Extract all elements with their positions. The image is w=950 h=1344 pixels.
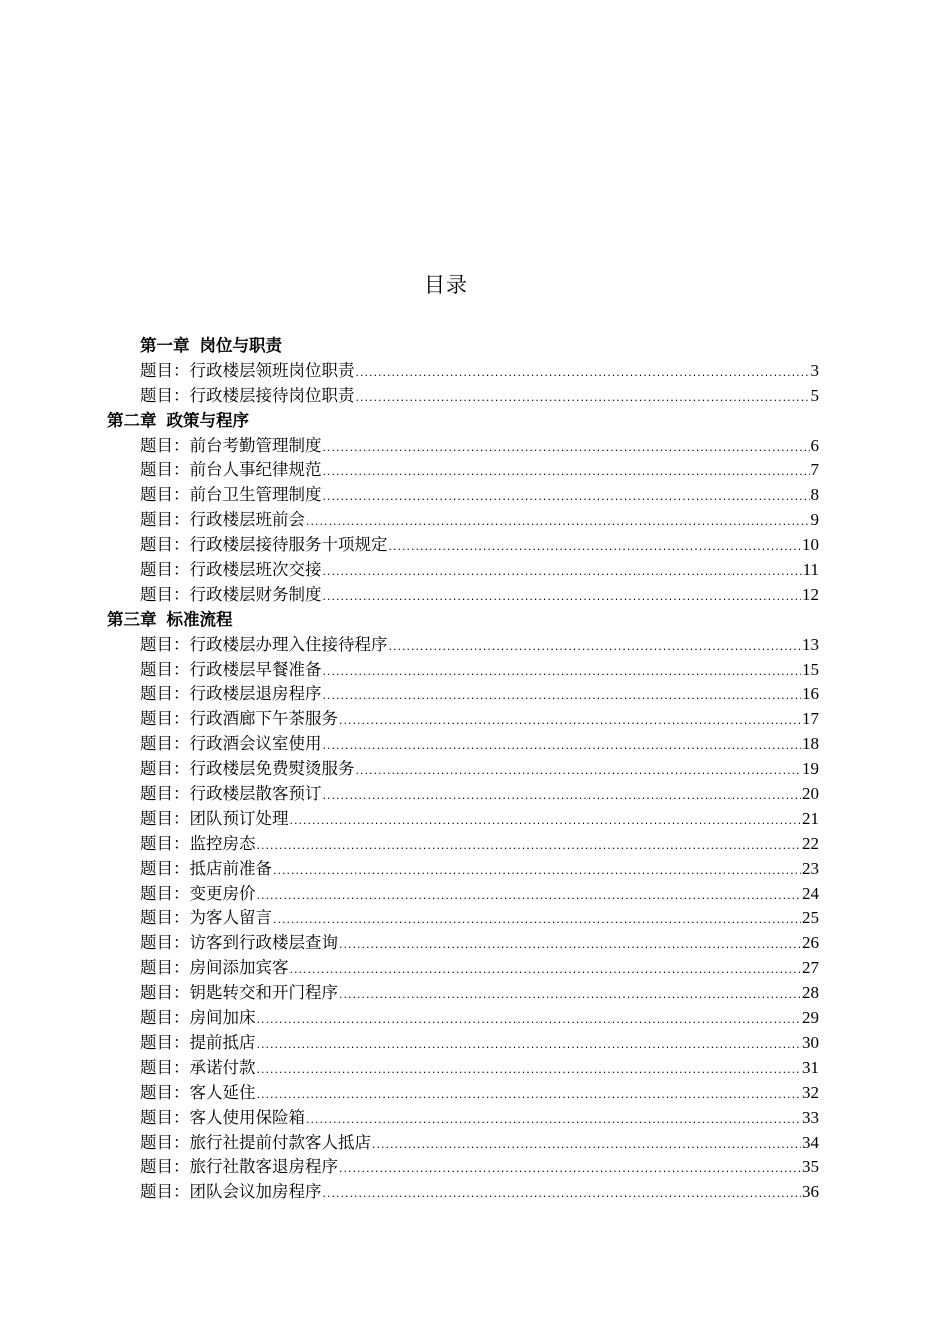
dot-leader	[290, 809, 802, 834]
dot-leader	[323, 1182, 802, 1207]
entry-separator: ：	[173, 485, 190, 505]
toc-entry[interactable]	[107, 508, 819, 533]
entry-title: 行政酒廊下午茶服务	[189, 709, 338, 729]
entry-separator: ：	[173, 385, 190, 405]
page-title: 目录	[424, 273, 468, 297]
entry-label: 题目	[140, 858, 173, 878]
dot-leader	[323, 436, 810, 461]
toc-entry[interactable]	[107, 384, 819, 409]
entry-label: 题目	[140, 385, 173, 405]
entry-label: 题目	[140, 1057, 173, 1077]
toc-entry[interactable]	[107, 882, 819, 907]
dot-leader	[339, 933, 801, 958]
dot-leader	[372, 1133, 801, 1158]
dot-leader	[389, 535, 802, 560]
dot-leader	[323, 585, 802, 610]
dot-leader	[323, 560, 802, 585]
table-of-contents	[107, 334, 819, 1205]
dot-leader	[356, 361, 810, 386]
toc-chapter-heading[interactable]	[107, 409, 819, 434]
entry-label: 题目	[140, 684, 173, 704]
entry-label: 题目	[140, 634, 173, 654]
entry-title: 团队预订处理	[189, 808, 289, 828]
entry-page-number: 3	[810, 360, 819, 380]
entry-title: 前台考勤管理制度	[189, 435, 322, 455]
entry-separator: ：	[173, 883, 190, 903]
toc-entry[interactable]	[107, 782, 819, 807]
chapter-number: 第二章	[107, 410, 157, 430]
entry-separator: ：	[173, 659, 190, 679]
entry-title: 行政酒会议室使用	[189, 734, 322, 754]
chapter-name: 岗位与职责	[199, 336, 282, 355]
entry-page-number: 30	[802, 1032, 819, 1052]
dot-leader	[339, 1157, 801, 1182]
toc-entry[interactable]	[107, 832, 819, 857]
entry-separator: ：	[173, 634, 190, 654]
toc-entry[interactable]	[107, 1031, 819, 1056]
entry-page-number: 8	[810, 485, 819, 505]
entry-title: 行政楼层散客预订	[189, 784, 322, 804]
entry-separator: ：	[173, 833, 190, 853]
dot-leader	[339, 983, 801, 1008]
toc-entry[interactable]	[107, 1056, 819, 1081]
entry-title: 房间添加宾客	[189, 958, 289, 978]
entry-label: 题目	[140, 1182, 173, 1202]
entry-label: 题目	[140, 435, 173, 455]
entry-label: 题目	[140, 983, 173, 1003]
entry-label: 题目	[140, 734, 173, 754]
toc-entry[interactable]	[107, 956, 819, 981]
entry-label: 题目	[140, 883, 173, 903]
entry-label: 题目	[140, 958, 173, 978]
toc-entry[interactable]	[107, 1131, 819, 1156]
entry-title: 行政楼层领班岗位职责	[189, 360, 355, 380]
dot-leader	[273, 908, 801, 933]
entry-title: 访客到行政楼层查询	[189, 933, 338, 953]
entry-title: 房间加床	[189, 1008, 256, 1028]
entry-page-number: 28	[802, 983, 819, 1003]
entry-page-number: 32	[802, 1082, 819, 1102]
entry-page-number: 31	[802, 1057, 819, 1077]
entry-title: 行政楼层班前会	[189, 510, 305, 530]
toc-entry[interactable]	[107, 1180, 819, 1205]
entry-title: 行政楼层接待服务十项规定	[189, 535, 388, 555]
entry-title: 行政楼层接待岗位职责	[189, 385, 355, 405]
entry-page-number: 7	[810, 460, 819, 480]
entry-label: 题目	[140, 510, 173, 530]
entry-separator: ：	[173, 1157, 190, 1177]
entry-separator: ：	[173, 858, 190, 878]
dot-leader	[323, 485, 810, 510]
entry-label: 题目	[140, 759, 173, 779]
entry-title: 行政楼层财务制度	[189, 584, 322, 604]
toc-chapter-heading[interactable]	[107, 334, 819, 359]
entry-title: 旅行社提前付款客人抵店	[189, 1132, 371, 1152]
entry-separator: ：	[173, 734, 190, 754]
entry-page-number: 21	[802, 808, 819, 828]
entry-separator: ：	[173, 435, 190, 455]
entry-page-number: 26	[802, 933, 819, 953]
dot-leader	[323, 684, 802, 709]
entry-label: 题目	[140, 908, 173, 928]
toc-entry[interactable]	[107, 458, 819, 483]
entry-separator: ：	[173, 1107, 190, 1127]
entry-page-number: 27	[802, 958, 819, 978]
entry-separator: ：	[173, 1057, 190, 1077]
entry-page-number: 6	[810, 435, 819, 455]
dot-leader	[323, 734, 802, 759]
toc-entry[interactable]	[107, 658, 819, 683]
chapter-name: 标准流程	[166, 609, 233, 629]
entry-label: 题目	[140, 560, 173, 580]
dot-leader	[306, 1108, 801, 1133]
toc-entry[interactable]	[107, 732, 819, 757]
entry-label: 题目	[140, 933, 173, 953]
entry-separator: ：	[173, 1132, 190, 1152]
entry-label: 题目	[140, 535, 173, 555]
entry-label: 题目	[140, 485, 173, 505]
entry-title: 旅行社散客退房程序	[189, 1157, 338, 1177]
toc-entry[interactable]	[107, 1155, 819, 1180]
entry-page-number: 12	[802, 584, 819, 604]
toc-entry[interactable]	[107, 857, 819, 882]
entry-label: 题目	[140, 584, 173, 604]
entry-page-number: 17	[802, 709, 819, 729]
entry-separator: ：	[173, 460, 190, 480]
entry-page-number: 16	[802, 684, 819, 704]
entry-separator: ：	[173, 784, 190, 804]
entry-separator: ：	[173, 684, 190, 704]
entry-title: 提前抵店	[189, 1032, 256, 1052]
dot-leader	[356, 386, 810, 411]
entry-page-number: 34	[802, 1132, 819, 1152]
entry-page-number: 36	[802, 1182, 819, 1202]
entry-page-number: 33	[802, 1107, 819, 1127]
entry-separator: ：	[173, 908, 190, 928]
entry-label: 题目	[140, 360, 173, 380]
toc-entry[interactable]	[107, 359, 819, 384]
entry-title: 行政楼层早餐准备	[189, 659, 322, 679]
dot-leader	[257, 1008, 802, 1033]
entry-page-number: 23	[802, 858, 819, 878]
toc-entry[interactable]	[107, 633, 819, 658]
entry-separator: ：	[173, 759, 190, 779]
entry-label: 题目	[140, 808, 173, 828]
entry-separator: ：	[173, 709, 190, 729]
entry-page-number: 24	[802, 883, 819, 903]
entry-label: 题目	[140, 1082, 173, 1102]
entry-page-number: 19	[802, 759, 819, 779]
dot-leader	[339, 709, 801, 734]
entry-page-number: 15	[802, 659, 819, 679]
entry-page-number: 25	[802, 908, 819, 928]
chapter-name: 政策与程序	[166, 410, 249, 430]
entry-title: 行政楼层退房程序	[189, 684, 322, 704]
entry-separator: ：	[173, 1032, 190, 1052]
entry-title: 钥匙转交和开门程序	[189, 983, 338, 1003]
entry-title: 抵店前准备	[189, 858, 272, 878]
toc-entry[interactable]	[107, 558, 819, 583]
toc-entry[interactable]	[107, 757, 819, 782]
entry-label: 题目	[140, 659, 173, 679]
entry-title: 承诺付款	[189, 1057, 256, 1077]
entry-title: 变更房价	[189, 883, 256, 903]
entry-separator: ：	[173, 510, 190, 530]
entry-label: 题目	[140, 709, 173, 729]
toc-entry[interactable]	[107, 1106, 819, 1131]
dot-leader	[356, 759, 802, 784]
dot-leader	[257, 1033, 802, 1058]
entry-label: 题目	[140, 1107, 173, 1127]
entry-label: 题目	[140, 1032, 173, 1052]
entry-page-number: 9	[810, 510, 819, 530]
toc-entry[interactable]	[107, 707, 819, 732]
entry-label: 题目	[140, 1008, 173, 1028]
entry-label: 题目	[140, 833, 173, 853]
entry-title: 行政楼层免费熨烫服务	[189, 759, 355, 779]
entry-separator: ：	[173, 933, 190, 953]
entry-separator: ：	[173, 1182, 190, 1202]
toc-entry[interactable]	[107, 981, 819, 1006]
toc-entry[interactable]	[107, 483, 819, 508]
entry-separator: ：	[173, 958, 190, 978]
dot-leader	[257, 1083, 802, 1108]
dot-leader	[389, 635, 802, 660]
toc-entry[interactable]	[107, 682, 819, 707]
toc-entry[interactable]	[107, 906, 819, 931]
entry-separator: ：	[173, 1082, 190, 1102]
entry-title: 监控房态	[189, 833, 256, 853]
dot-leader	[257, 1058, 802, 1083]
entry-page-number: 20	[802, 784, 819, 804]
entry-title: 客人使用保险箱	[189, 1107, 305, 1127]
entry-page-number: 10	[802, 535, 819, 555]
toc-entry[interactable]	[107, 1081, 819, 1106]
toc-entry[interactable]	[107, 583, 819, 608]
dot-leader	[306, 510, 810, 535]
entry-title: 行政楼层办理入住接待程序	[189, 634, 388, 654]
entry-page-number: 11	[802, 560, 819, 580]
entry-title: 前台人事纪律规范	[189, 460, 322, 480]
dot-leader	[290, 958, 802, 983]
entry-separator: ：	[173, 360, 190, 380]
chapter-number: 第一章	[140, 336, 190, 355]
entry-title: 团队会议加房程序	[189, 1182, 322, 1202]
entry-label: 题目	[140, 1157, 173, 1177]
entry-label: 题目	[140, 1132, 173, 1152]
entry-page-number: 35	[802, 1157, 819, 1177]
toc-entry[interactable]	[107, 434, 819, 459]
dot-leader	[323, 784, 802, 809]
entry-separator: ：	[173, 560, 190, 580]
toc-chapter-heading[interactable]	[107, 608, 819, 633]
entry-label: 题目	[140, 460, 173, 480]
entry-page-number: 13	[802, 634, 819, 654]
entry-page-number: 29	[802, 1008, 819, 1028]
entry-title: 为客人留言	[189, 908, 272, 928]
entry-separator: ：	[173, 808, 190, 828]
entry-title: 客人延住	[189, 1082, 256, 1102]
entry-page-number: 22	[802, 833, 819, 853]
entry-title: 前台卫生管理制度	[189, 485, 322, 505]
toc-entry[interactable]	[107, 807, 819, 832]
dot-leader	[257, 834, 802, 859]
entry-separator: ：	[173, 1008, 190, 1028]
entry-label: 题目	[140, 784, 173, 804]
entry-separator: ：	[173, 584, 190, 604]
chapter-number: 第三章	[107, 609, 157, 629]
toc-entry[interactable]	[107, 931, 819, 956]
toc-entry[interactable]	[107, 533, 819, 558]
entry-page-number: 5	[810, 385, 819, 405]
entry-page-number: 18	[802, 734, 819, 754]
entry-separator: ：	[173, 983, 190, 1003]
entry-separator: ：	[173, 535, 190, 555]
entry-title: 行政楼层班次交接	[189, 560, 322, 580]
dot-leader	[323, 460, 810, 485]
dot-leader	[273, 859, 801, 884]
dot-leader	[323, 660, 802, 685]
dot-leader	[257, 884, 802, 909]
toc-entry[interactable]	[107, 1006, 819, 1031]
